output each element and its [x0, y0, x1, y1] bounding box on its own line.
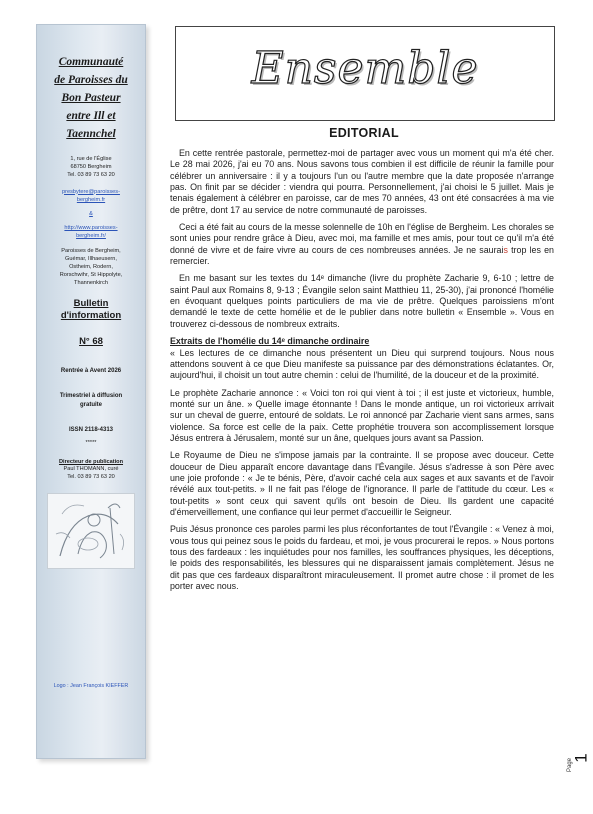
address: 1, rue de l'Église 68750 Bergheim Tel. 03 89 73 63 20 — [67, 156, 115, 179]
issn: ISSN 2118-4313 — [68, 426, 114, 433]
community-title: Communauté de Paroisses du Bon Pasteur entre Ill et Taennchel — [54, 56, 128, 140]
periodicity: Trimestriel à diffusion gratuite — [59, 392, 123, 408]
parish-list: Paroisses de Bergheim, Guémar, Illhaeusern, Ostheim, Rodern, Rorschwihr, St Hippolyte, Thannenkirch — [59, 247, 123, 287]
ampersand: & — [89, 211, 93, 218]
page-label: Page — [567, 757, 574, 773]
sidebar — [36, 24, 146, 759]
section-heading: EDITORIAL — [329, 126, 399, 140]
paragraph: Le Royaume de Dieu ne s'impose jamais par la contrainte. Il se propose avec douceur. Cette douceur de Dieu apparaît encore davantage dans l'Évangile. Jésus s'adresse à son Père avec une joie profonde : « Je te bénis, Père, d'avoir caché cela aux sages et aux savants et de l'avoir révélé aux tout-petits. » Il ne fait pas l'éloge de l'ignorance. Il parle de l'attitude du cœur. Les « tout-petits » sont ceux qui savent qu'ils ont besoin de Dieu. Ils gardent une capacité d'émerveillement, une confiance qui leur permet d'accueillir le Seigneur. — [170, 450, 554, 517]
editorial-article — [170, 148, 554, 598]
paragraph: En cette rentrée pastorale, permettez-moi de partager avec vous un moment qui m'a été cher. Le 28 mai 2026, j'ai eu 70 ans. Nous savons tous combien il est difficile de réunir la famille pour célébrer un anniversaire : il y a toujours l'un ou l'autre membre que la date proposée n'arrange pas. On finit par se décider : viendra qui pourra. Personnellement, j'ai choisi le 5 juillet. Mais je tenais également à célébrer en paroisse, car de mes 70 années, 43 ont été consacrées à ma vie de prêtre, dont 17 au service de notre communauté de paroisses. — [170, 148, 554, 215]
issue-season: Rentrée à Avent 2026 — [60, 367, 122, 374]
issue-number: N° 68 — [79, 335, 103, 347]
paragraph: Ceci a été fait au cours de la messe solennelle de 10h en l'église de Bergheim. Les chorales se sont unies pour rendre grâce à Dieu, avec moi, ma famille et mes amis, pour tout ce qu'il m'a été donné de vivre et de faire vivre au cours de ces nombreuses années. Je ne saurais trop les en remercier. — [170, 222, 554, 267]
page-number — [567, 742, 591, 782]
publication-director: Directeur de publication Paul THOMANN, curé Tel. 03 89 73 63 20 — [58, 458, 124, 481]
logo-credit: Logo : Jean François KIEFFER — [53, 683, 129, 689]
paragraph: « Les lectures de ce dimanche nous présentent un Dieu qui surprend toujours. Nous nous attendons souvent à ce que Dieu manifeste sa puissance par des démonstrations éclatantes. Or, aujourd'hui, il choisit un tout autre chemin : celui de l'humilité, de la douceur et de la proximité. — [170, 347, 554, 381]
publication-title: Ensemble — [251, 43, 479, 94]
masthead — [175, 26, 555, 121]
paragraph: Puis Jésus prononce ces paroles parmi les plus réconfortantes de tout l'Évangile : « Venez à moi, vous tous qui peinez sous le poids du fardeau, et moi, je vous procurerai le repos. » Nous portons tous des fardeaux : les inquiétudes pour nos familles, les souffrances physiques, les déceptions, le poids des responsabilités, les blessures qui ne disparaissent jamais complètement. Jésus ne dit pas que ces fardeaux disparaîtront miraculeusement. Il promet autre chose : il promet de les porter avec nous. — [170, 524, 554, 592]
website-link[interactable]: http://www.paroisses- bergheim.fr/ — [64, 225, 118, 240]
email-link[interactable]: presbytere@paroisses- bergheim.fr — [62, 188, 120, 203]
subheading: Extraits de l'homélie du 14ᵉ dimanche ordinaire — [170, 336, 370, 347]
good-shepherd-logo — [47, 493, 135, 569]
page-number-value: 1 — [571, 753, 591, 763]
bulletin-label: Bulletin d'information — [60, 297, 122, 321]
paragraph: En me basant sur les textes du 14ᵉ dimanche (livre du prophète Zacharie 9, 6-10 ; lettre de saint Paul aux Romains 8, 9-13 ; Évangile selon saint Matthieu 11, 25-30), j'ai prononcé l'homélie en évoquant quelques points particuliers de ma vie de prêtre. Quelques paroissiens m'ont demandé le texte de cette homélie et de le publier dans notre bulletin « Ensemble ». Vous en trouverez ci-dessous de nombreux extraits. — [170, 273, 554, 329]
stars-separator: ***** — [85, 439, 97, 446]
paragraph: Le prophète Zacharie annonce : « Voici ton roi qui vient à toi ; il est juste et victorieux, humble, monté sur un âne. » Quelle image étonnante ! Dans le monde antique, un roi victorieux arrivait sur un cheval de guerre, entouré de soldats. Le roi annoncé par Zacharie vient sans armes, sans violence. Sa force est celle de la paix. Cette prophétie trouvera son accomplissement lorsque Jésus entrera à Jérusalem, monté sur un âne, quelques jours avant sa Passion. — [170, 387, 554, 443]
